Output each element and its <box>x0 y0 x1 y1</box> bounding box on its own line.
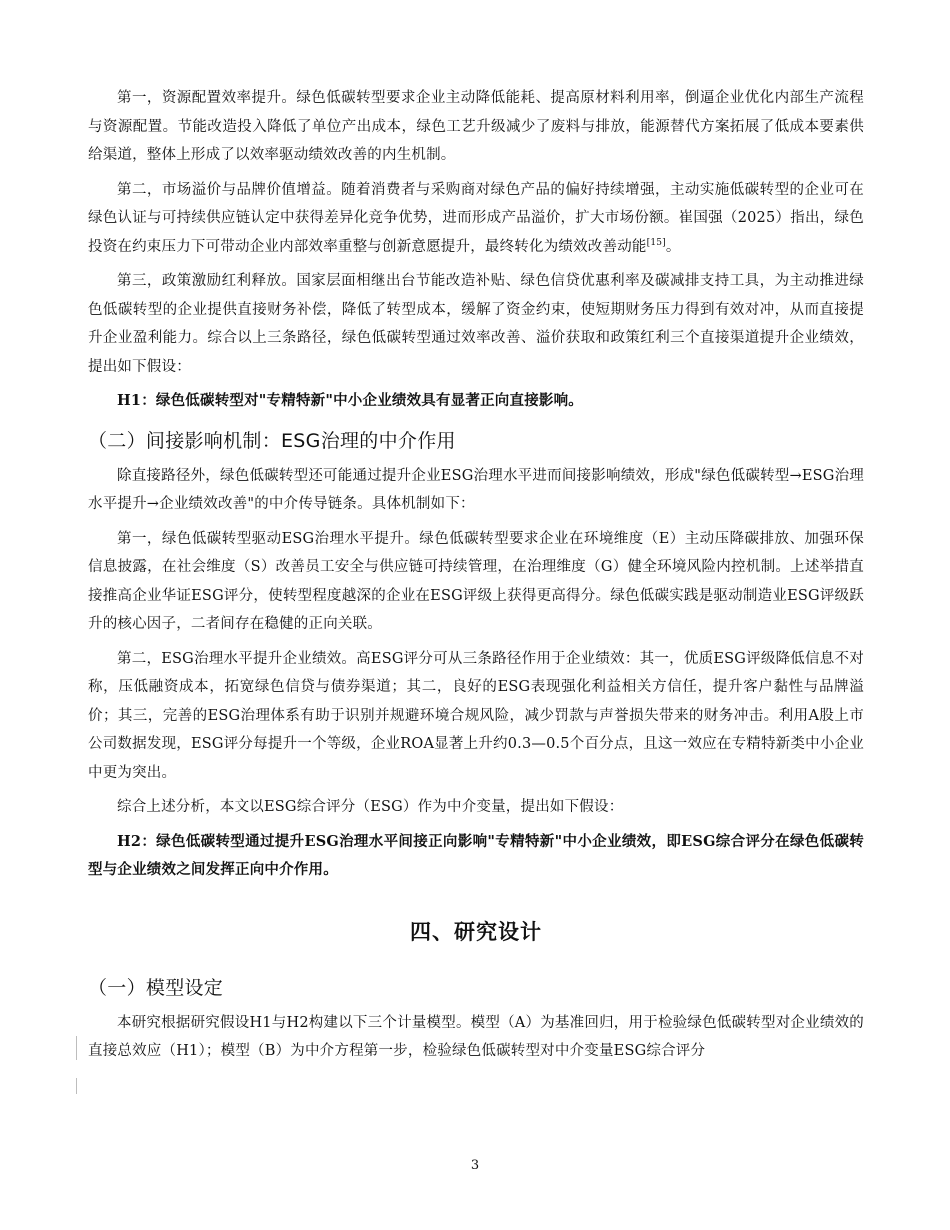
section-heading-model-setting: （一）模型设定 <box>88 976 224 999</box>
revision-margin-bar <box>76 1036 77 1060</box>
paragraph-policy-incentive: 第三，政策激励红利释放。国家层面相继出台节能改造补贴、绿色信贷优惠利率及碳减排支持工具，为主动推进绿色低碳转型的企业提供直接财务补偿，降低了转型成本，缓解了资金约束，使短期财务压力得到有效对冲，从而直接提升企业盈利能力。综合以上三条路径，绿色低碳转型通过效率改善、溢价获取和政策红利三个直接渠道提升企业绩效，提出如下假设： <box>88 273 864 375</box>
hypothesis-h2: H2：绿色低碳转型通过提升ESG治理水平间接正向影响"专精特新"中小企业绩效，即ESG综合评分在绿色低碳转型与企业绩效之间发挥正向中介作用。 <box>88 832 864 878</box>
revision-margin-bar <box>76 1078 77 1094</box>
paragraph-esg-performance: 第二，ESG治理水平提升企业绩效。高ESG评分可从三条路径作用于企业绩效：其一，优质ESG评级降低信息不对称，压低融资成本，拓宽绿色信贷与债券渠道；其二，良好的ESG表现强化利益相关方信任，提升客户黏性与品牌溢价；其三，完善的ESG治理体系有助于识别并规避环境合规风险，减少罚款与声誉损失带来的财务冲击。利用A股上市公司数据发现，ESG评分每提升一个等级，企业ROA显著上升约0.3—0.5个百分点，且这一效应在专精特新类中小企业中更为突出。 <box>88 650 864 781</box>
paragraph-text: 第二，市场溢价与品牌价值增益。随着消费者与采购商对绿色产品的偏好持续增强，主动实施低碳转型的企业可在绿色认证与可持续供应链认定中获得差异化竞争优势，进而形成产品溢价，扩大市场份额。崔国强（2025）指出，绿色投资在约束压力下可带动企业内部效率重整与创新意愿提升，最终转化为绩效改善动能 <box>88 181 864 255</box>
page-number: 3 <box>470 1158 480 1173</box>
paragraph-resource-efficiency: 第一，资源配置效率提升。绿色低碳转型要求企业主动降低能耗、提高原材料利用率，倒逼企业优化内部生产流程与资源配置。节能改造投入降低了单位产出成本，绿色工艺升级减少了废料与排放，能源替代方案拓展了低成本要素供给渠道，整体上形成了以效率驱动绩效改善的内生机制。 <box>88 90 864 163</box>
paragraph-summary: 综合上述分析，本文以ESG综合评分（ESG）作为中介变量，提出如下假设： <box>117 799 624 815</box>
hypothesis-h1: H1：绿色低碳转型对"专精特新"中小企业绩效具有显著正向直接影响。 <box>117 392 583 409</box>
paragraph-end-punctuation: 。 <box>665 238 681 255</box>
section-heading-indirect-mechanism: （二）间接影响机制：ESG治理的中介作用 <box>88 429 456 452</box>
paper-body <box>88 84 864 1072</box>
paragraph-model-description: 本研究根据研究假设H1与H2构建以下三个计量模型。模型（A）为基准回归，用于检验绿色低碳转型对企业绩效的直接总效应（H1）；模型（B）为中介方程第一步，检验绿色低碳转型对中介变量ESG综合评分 <box>88 1014 864 1059</box>
chapter-heading-research-design: 四、研究设计 <box>410 919 542 944</box>
paragraph-esg-driver: 第一，绿色低碳转型驱动ESG治理水平提升。绿色低碳转型要求企业在环境维度（E）主动压降碳排放、加强环保信息披露，在社会维度（S）改善员工安全与供应链可持续管理，在治理维度（G）健全环境风险内控机制。上述举措直接推高企业华证ESG评分，使转型程度越深的企业在ESG评级上获得更高得分。绿色低碳实践是驱动制造业ESG评级跃升的核心因子，二者间存在稳健的正向关联。 <box>88 530 864 632</box>
paragraph-indirect-path: 除直接路径外，绿色低碳转型还可能通过提升企业ESG治理水平进而间接影响绩效，形成"绿色低碳转型→ESG治理水平提升→企业绩效改善"的中介传导链条。具体机制如下： <box>88 467 864 512</box>
citation-reference[interactable]: [15] <box>646 237 666 248</box>
paragraph-market-premium <box>88 176 864 262</box>
